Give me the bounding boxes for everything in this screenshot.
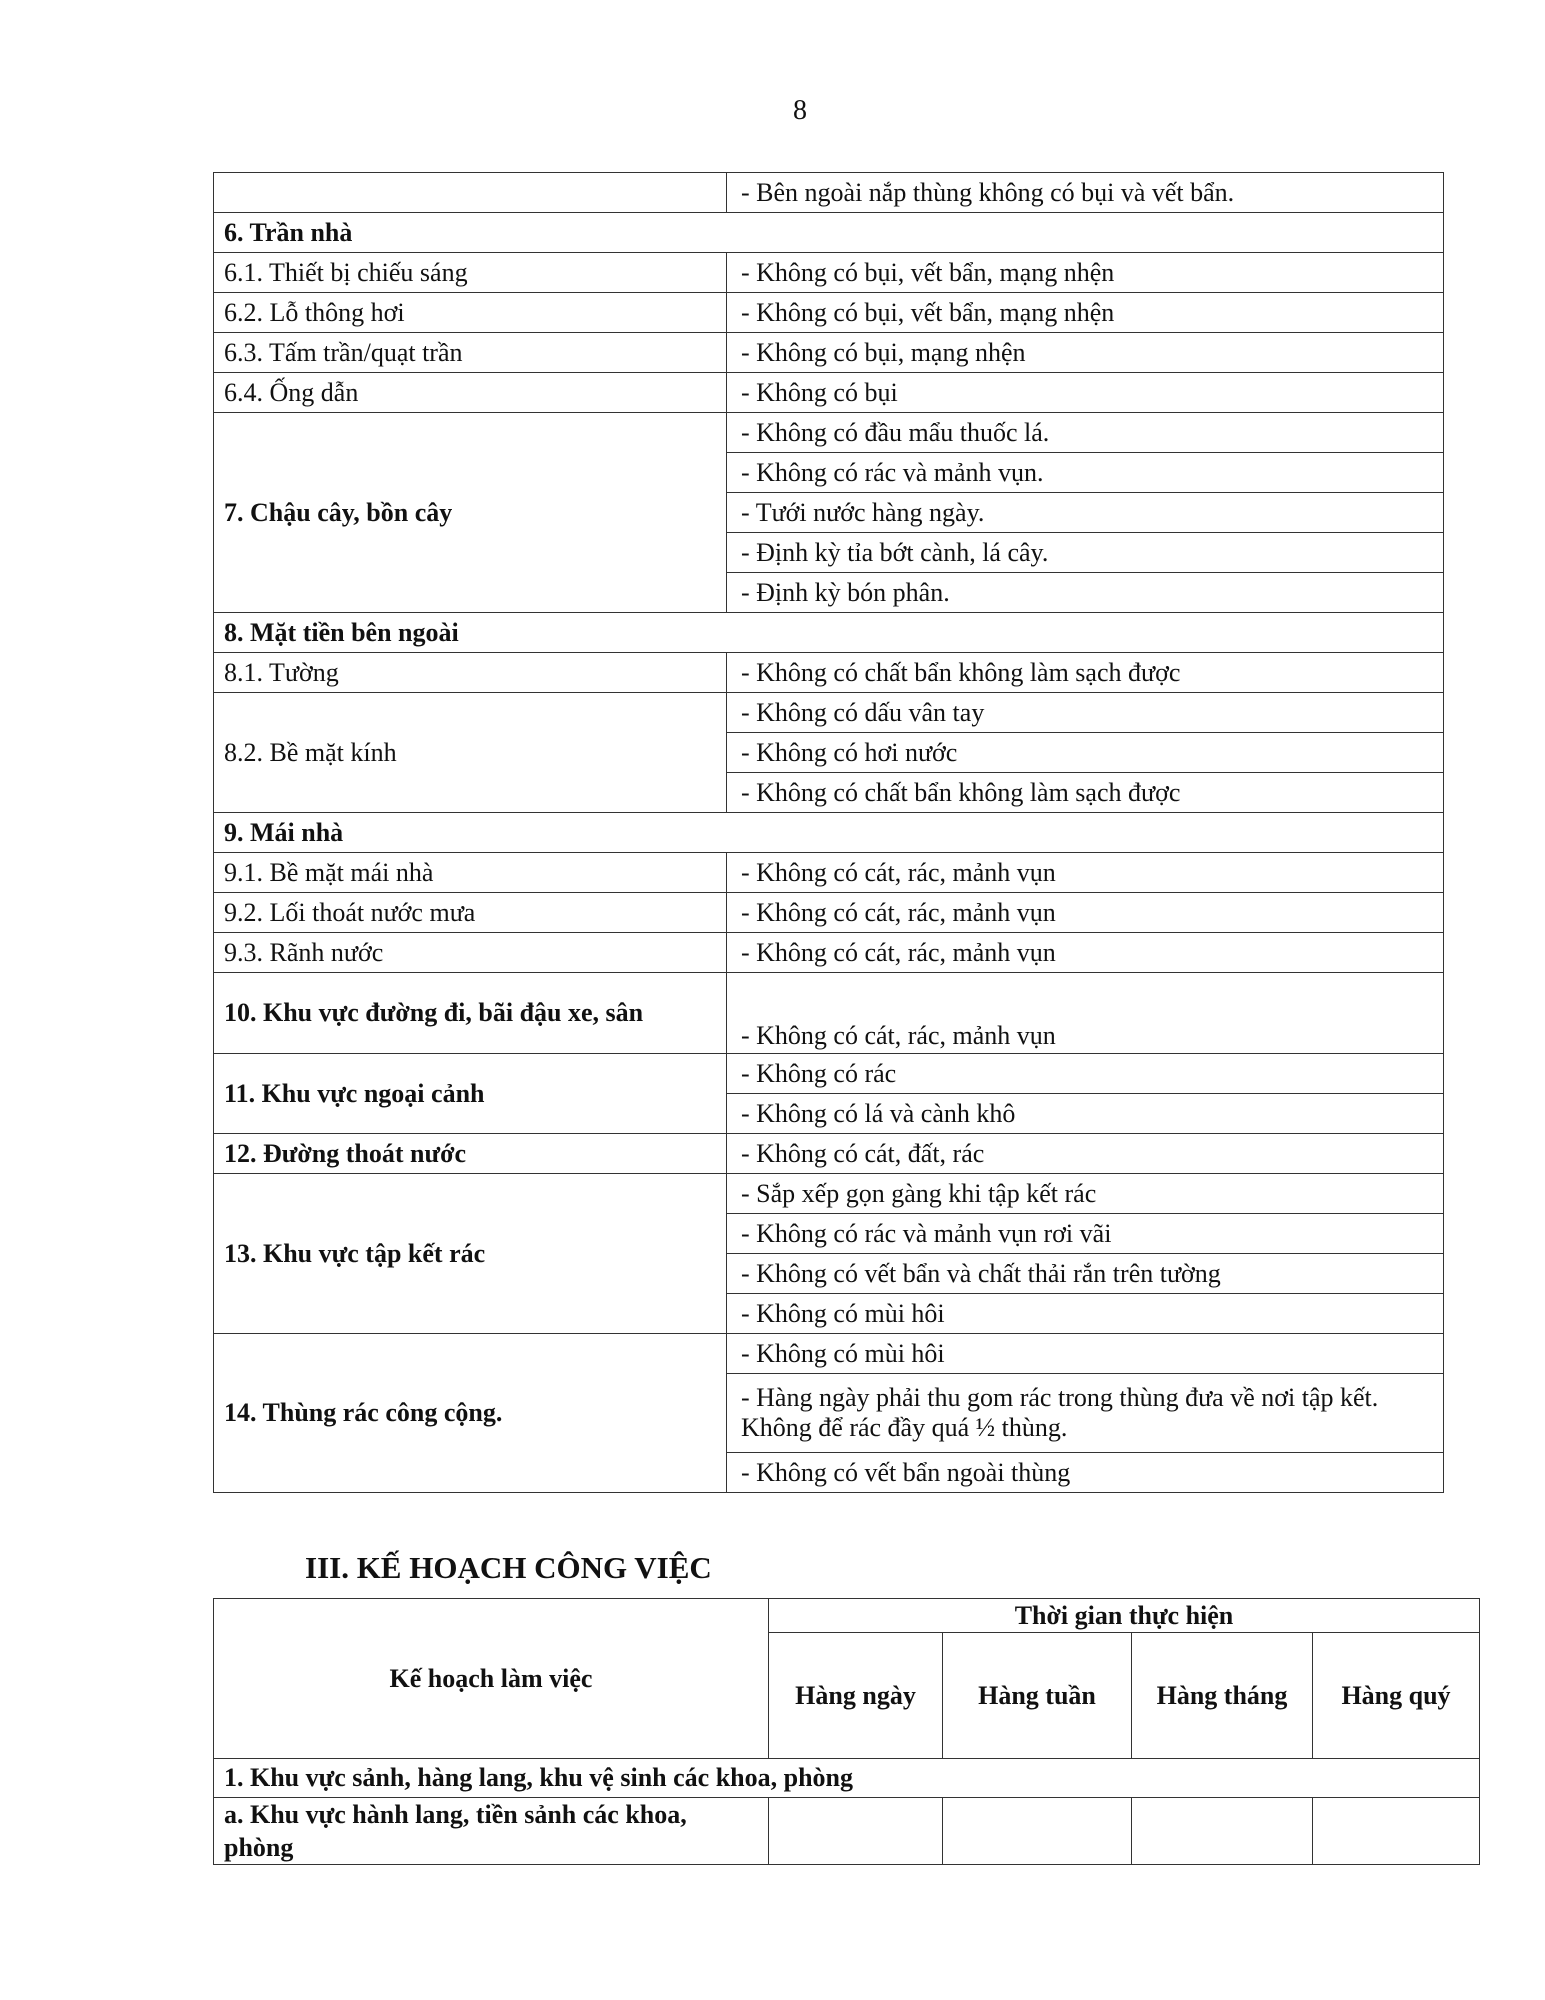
section-heading-10: 10. Khu vực đường đi, bãi đậu xe, sân (214, 973, 727, 1054)
table-row (214, 253, 1444, 293)
table-row (214, 973, 1444, 1054)
section-heading-12: 12. Đường thoát nước (214, 1134, 727, 1174)
table-row (214, 333, 1444, 373)
criteria-cell: - Không có bụi, vết bẩn, mạng nhện (727, 253, 1444, 293)
work-plan-table (213, 1598, 1480, 1865)
table-row (214, 693, 1444, 733)
criteria-cell: - Không có hơi nước (727, 733, 1444, 773)
item-cell: 6.4. Ống dẫn (214, 373, 727, 413)
table-row (214, 1174, 1444, 1214)
table-row (214, 413, 1444, 453)
table-row (214, 1599, 1480, 1633)
criteria-cell: - Định kỳ tỉa bớt cành, lá cây. (727, 533, 1444, 573)
section-heading-14: 14. Thùng rác công cộng. (214, 1334, 727, 1493)
table-row (214, 893, 1444, 933)
criteria-cell: - Không có cát, rác, mảnh vụn (727, 853, 1444, 893)
criteria-cell: - Định kỳ bón phân. (727, 573, 1444, 613)
table-row (214, 213, 1444, 253)
criteria-cell: - Không có vết bẩn ngoài thùng (727, 1453, 1444, 1493)
daily-header: Hàng ngày (769, 1633, 943, 1759)
table-row (214, 853, 1444, 893)
plan-header: Kế hoạch làm việc (214, 1599, 769, 1759)
table-row (214, 1134, 1444, 1174)
daily-cell (769, 1798, 943, 1865)
table-row (214, 1334, 1444, 1374)
weekly-cell (943, 1798, 1132, 1865)
section-title: III. KẾ HOẠCH CÔNG VIỆC (305, 1550, 712, 1585)
criteria-cell: - Không có bụi, vết bẩn, mạng nhện (727, 293, 1444, 333)
criteria-cell: - Không có bụi, mạng nhện (727, 333, 1444, 373)
section-heading-6: 6. Trần nhà (214, 213, 1444, 253)
section-heading-13: 13. Khu vực tập kết rác (214, 1174, 727, 1334)
criteria-cell: - Bên ngoài nắp thùng không có bụi và vết bẩn. (727, 173, 1444, 213)
criteria-cell: - Tưới nước hàng ngày. (727, 493, 1444, 533)
criteria-cell: - Không có rác và mảnh vụn. (727, 453, 1444, 493)
criteria-cell: - Không có rác (727, 1054, 1444, 1094)
criteria-cell: - Không có cát, rác, mảnh vụn (727, 973, 1444, 1054)
section-heading-9: 9. Mái nhà (214, 813, 1444, 853)
item-cell: 9.2. Lối thoát nước mưa (214, 893, 727, 933)
plan-section-1: 1. Khu vực sảnh, hàng lang, khu vệ sinh các khoa, phòng (214, 1759, 1480, 1798)
page-number: 8 (793, 95, 807, 126)
section-heading-11: 11. Khu vực ngoại cảnh (214, 1054, 727, 1134)
criteria-cell: - Không có cát, rác, mảnh vụn (727, 893, 1444, 933)
quarterly-header: Hàng quý (1313, 1633, 1480, 1759)
time-header: Thời gian thực hiện (769, 1599, 1480, 1633)
plan-item-a: a. Khu vực hành lang, tiền sảnh các khoa, phòng (214, 1798, 769, 1865)
table-row (214, 173, 1444, 213)
table-row (214, 293, 1444, 333)
table-row (214, 813, 1444, 853)
section-heading-7: 7. Chậu cây, bồn cây (214, 413, 727, 613)
table-row (214, 1798, 1480, 1865)
section-heading-8: 8. Mặt tiền bên ngoài (214, 613, 1444, 653)
criteria-cell: - Không có cát, rác, mảnh vụn (727, 933, 1444, 973)
criteria-cell: - Không có lá và cành khô (727, 1094, 1444, 1134)
criteria-table (213, 172, 1444, 1493)
criteria-cell: - Không có mùi hôi (727, 1334, 1444, 1374)
criteria-cell: - Hàng ngày phải thu gom rác trong thùng đưa về nơi tập kết. Không để rác đầy quá ½ thùng. (727, 1374, 1444, 1453)
item-cell: 6.3. Tấm trần/quạt trần (214, 333, 727, 373)
criteria-cell: - Không có rác và mảnh vụn rơi vãi (727, 1214, 1444, 1254)
quarterly-cell (1313, 1798, 1480, 1865)
criteria-cell: - Không có bụi (727, 373, 1444, 413)
criteria-cell: - Không có dấu vân tay (727, 693, 1444, 733)
criteria-cell: - Không có chất bẩn không làm sạch được (727, 653, 1444, 693)
item-cell: 8.2. Bề mặt kính (214, 693, 727, 813)
table-row (214, 1054, 1444, 1094)
table-row (214, 373, 1444, 413)
item-cell: 8.1. Tường (214, 653, 727, 693)
criteria-cell: - Không có vết bẩn và chất thải rắn trên tường (727, 1254, 1444, 1294)
criteria-cell: - Sắp xếp gọn gàng khi tập kết rác (727, 1174, 1444, 1214)
table-row (214, 1759, 1480, 1798)
monthly-header: Hàng tháng (1132, 1633, 1313, 1759)
monthly-cell (1132, 1798, 1313, 1865)
item-cell: 9.3. Rãnh nước (214, 933, 727, 973)
criteria-cell: - Không có cát, đất, rác (727, 1134, 1444, 1174)
criteria-cell: - Không có chất bẩn không làm sạch được (727, 773, 1444, 813)
item-cell: 6.1. Thiết bị chiếu sáng (214, 253, 727, 293)
table-row (214, 653, 1444, 693)
weekly-header: Hàng tuần (943, 1633, 1132, 1759)
table-row (214, 613, 1444, 653)
item-cell: 9.1. Bề mặt mái nhà (214, 853, 727, 893)
table-row (214, 933, 1444, 973)
item-cell: 6.2. Lỗ thông hơi (214, 293, 727, 333)
criteria-cell: - Không có mùi hôi (727, 1294, 1444, 1334)
criteria-cell: - Không có đầu mẩu thuốc lá. (727, 413, 1444, 453)
